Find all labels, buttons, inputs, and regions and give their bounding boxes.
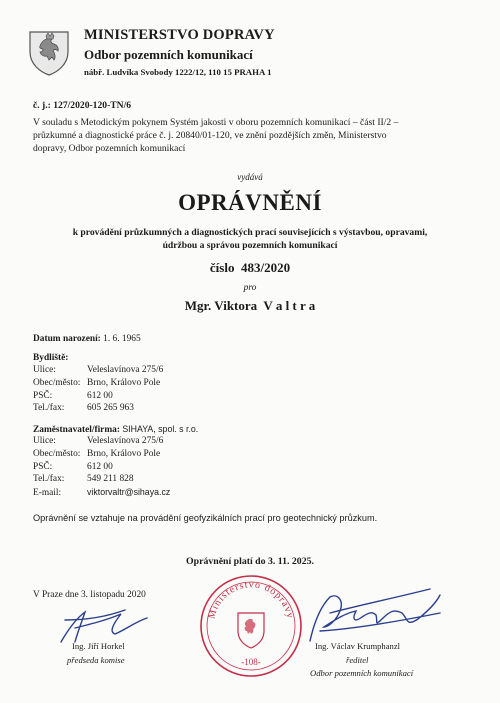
department-name: Odbor pozemních komunikací [84, 47, 253, 62]
svg-text:Ministerstvo dopravy [206, 579, 295, 620]
employer-row [33, 473, 170, 486]
field-value: 549 211 828 [87, 474, 134, 485]
left-signatory-role: předseda komise [67, 655, 125, 665]
field-label: Ulice: [33, 436, 56, 446]
field-value: 612 00 [87, 390, 113, 401]
intro-line: dopravy, Odbor pozemních komunikací [33, 143, 186, 155]
issues-text: vydává [237, 172, 263, 182]
field-label: PSČ: [33, 390, 53, 401]
place-date: V Praze dne 3. listopadu 2020 [33, 590, 146, 600]
residence-row [33, 364, 163, 377]
field-label: Tel./fax: [33, 474, 65, 485]
employer-row [33, 448, 170, 461]
field-value: 612 00 [87, 461, 113, 472]
birth-date-row [33, 333, 141, 346]
purpose-line: údržbou a správou pozemních komunikací [162, 240, 338, 251]
birth-date-value: 1. 6. 1965 [103, 334, 141, 344]
field-label: Ulice: [33, 365, 56, 375]
intro-line: průzkumné a diagnostické práce č. j. 20840/01-120, ve znění pozdějších změn, Ministerstvo [33, 130, 387, 142]
purpose-line: k provádění průzkumných a diagnostických prací souvisejících s výstavbou, opravami, [72, 227, 428, 238]
residence-block [33, 364, 163, 415]
right-signatory-name: Ing. Václav Krumphanzl [315, 641, 401, 651]
residence-row [33, 377, 163, 390]
field-value: Brno, Královo Pole [87, 377, 161, 388]
employer-heading: Zaměstnavatel/firma: [33, 425, 120, 435]
field-value: 605 265 963 [87, 403, 134, 414]
birth-date-label: Datum narození: [33, 334, 101, 344]
employer-row [33, 486, 170, 500]
holder-name: Mgr. Viktora V a l t r a [184, 298, 316, 313]
employer-block [33, 435, 170, 500]
permit-number: číslo 483/2020 [209, 260, 291, 275]
right-signatory-role: ředitel [346, 655, 369, 665]
residence-row [33, 390, 163, 403]
employer-row [33, 461, 170, 474]
stamp-number: -108- [241, 657, 261, 667]
field-label: Tel./fax: [33, 403, 65, 414]
purpose-text [0, 226, 500, 252]
ministry-address: nábř. Ludvíka Svobody 1222/12, 110 15 PRAHA 1 [84, 67, 272, 77]
residence-heading: Bydliště: [33, 353, 69, 363]
field-label: Obec/město: [33, 377, 81, 388]
right-signatory-department: Odbor pozemních komunikací [310, 668, 414, 678]
field-value: Veleslavínova 275/6 [87, 436, 164, 446]
scope-statement: Oprávnění se vztahuje na provádění geofyzikálních prací pro geotechnický průzkum. [33, 513, 378, 523]
official-stamp [198, 573, 304, 679]
left-signatory-name: Ing. Jiří Horkel [72, 641, 125, 651]
coat-of-arms-logo [26, 28, 72, 76]
residence-row [33, 402, 163, 415]
for-text: pro [243, 283, 257, 293]
field-value: Brno, Královo Pole [87, 448, 161, 459]
employer-row [33, 435, 170, 448]
field-label: PSČ: [33, 461, 53, 472]
validity-statement: Oprávnění platí do 3. 11. 2025. [186, 556, 314, 567]
ministry-name: MINISTERSTVO DOPRAVY [84, 27, 275, 43]
field-value: Veleslavínova 275/6 [87, 365, 164, 375]
intro-line: V souladu s Metodickým pokynem Systém jakosti v oboru pozemních komunikací – část II/2 – [33, 117, 399, 128]
right-signature-image [290, 583, 450, 645]
reference-number: č. j.: 127/2020-120-TN/6 [33, 100, 132, 111]
intro-paragraph [33, 116, 473, 156]
field-value: viktorvaltr@sihaya.cz [87, 487, 171, 498]
stamp-text: Ministerstvo dopravy [206, 579, 296, 621]
employer-name: SIHAYA, spol. s r.o. [122, 424, 199, 434]
field-label: E-mail: [33, 488, 62, 499]
field-label: Obec/město: [33, 448, 81, 459]
document-title: OPRÁVNĚNÍ [178, 190, 322, 215]
